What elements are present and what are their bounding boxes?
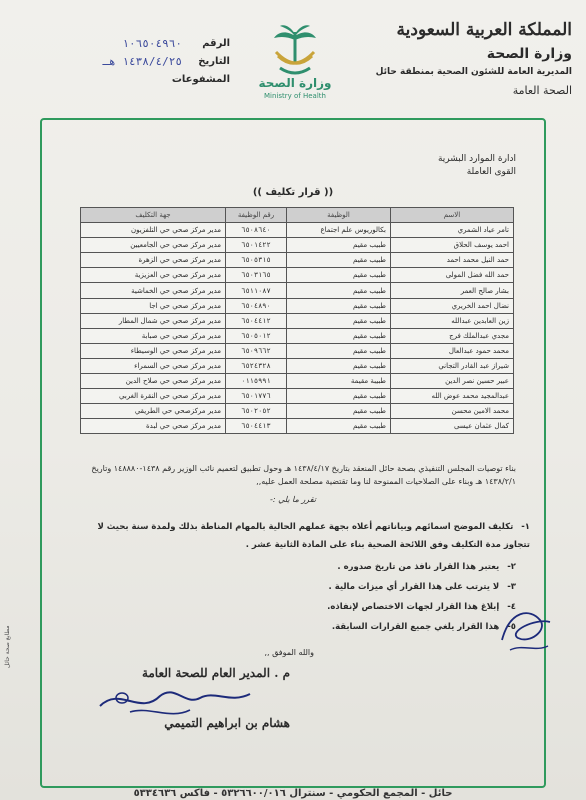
table-row xyxy=(81,404,514,419)
cell-job: طبيبة مقيمة xyxy=(287,374,391,389)
header-name: الاسم xyxy=(391,208,514,223)
table-row xyxy=(81,358,514,373)
cell-assignment: مدير مركز صحي حي الزهرة xyxy=(81,253,226,268)
table-row xyxy=(81,343,514,358)
cell-job: طبيب مقيم xyxy=(287,404,391,419)
cell-job-number: ٦٥٠٢٠٥٢ xyxy=(226,404,287,419)
cell-job-number: ٦٥٠٥٣١٥ xyxy=(226,253,287,268)
cell-assignment: مدير مركز صحي حي الوسيطاء xyxy=(81,343,226,358)
decision-item: ٥-هذا القرار يلغي جميع القرارات السابقة. xyxy=(331,622,516,632)
directorate-name: المديرية العامة للشئون الصحية بمنطقة حائل xyxy=(375,67,572,77)
cell-assignment: مدير مركز صحي حي صبابة xyxy=(81,328,226,343)
cell-name: كمال عثمان عيسى xyxy=(391,419,514,434)
department-block xyxy=(438,153,516,179)
footer-contact: حائل - المجمع الحكومي - سنترال ٥٣٢٦٦٠٠/٠١٦ - فاكس ٥٣٣٤٦٣٦ xyxy=(133,788,453,799)
cell-name: حمد الله فضل المولى xyxy=(391,268,514,283)
logo-english-text: Ministry of Health xyxy=(264,92,326,100)
cell-job: طبيب مقيم xyxy=(287,268,391,283)
assignment-table xyxy=(80,207,514,434)
table-row xyxy=(81,313,514,328)
cell-job-number: ٦٥٠٤٤١٢ xyxy=(226,313,287,328)
cell-assignment: مدير مركز صحي حي صلاح الدين xyxy=(81,374,226,389)
cell-job-number: ٦٥٠٤٨٩٠ xyxy=(226,298,287,313)
cell-job: طبيب مقيم xyxy=(287,298,391,313)
cell-job-number: ٦٥٠٩٦٦٢ xyxy=(226,343,287,358)
closing-phrase: والله الموفق ,, xyxy=(264,648,314,657)
cell-job: بكالوريوس علم اجتماع xyxy=(287,223,391,238)
cell-assignment: مدير مركز صحي حي الخماشية xyxy=(81,283,226,298)
cell-job-number: ٦٥٢٤٣٢٨ xyxy=(226,358,287,373)
cell-name: محمد الامين محسن xyxy=(391,404,514,419)
cell-assignment: مدير مركز صحي حي اجا xyxy=(81,298,226,313)
reference-block xyxy=(40,38,230,92)
cell-job-number: ٦٥٠٣١٦٥ xyxy=(226,268,287,283)
table-row xyxy=(81,238,514,253)
cell-name: بشار صالح العمر xyxy=(391,283,514,298)
cell-job-number: ٦٥٠٤٤١٣ xyxy=(226,419,287,434)
date-value: ١٤٣٨/٤/٢٥ هـ xyxy=(102,55,182,68)
cell-name: زين العابدين عبدالله xyxy=(391,313,514,328)
table-row xyxy=(81,268,514,283)
table-row xyxy=(81,298,514,313)
decision-item: ٢-يعتبر هذا القرار نافذ من تاريخ صدوره . xyxy=(337,562,516,572)
table-header-row xyxy=(81,208,514,223)
decision-item: ١-تكليف الموضح اسمائهم وبياناتهم أعلاه بجهة عملهم الحالية بالمهام المناطة بذلك ولمدة سنة بحيث لا تتجاوز مدة التكليف وفق اللائحة الصحية بناء على المادة الثانية عشر . xyxy=(97,522,530,550)
date-label: التاريخ xyxy=(198,56,230,67)
table-row xyxy=(81,328,514,343)
letterhead-right xyxy=(362,20,572,97)
header-job-number: رقم الوظيفة xyxy=(226,208,287,223)
assignment-table-wrapper xyxy=(80,207,513,434)
cell-job: طبيب مقيم xyxy=(287,343,391,358)
department-name: الصحة العامة xyxy=(512,84,572,97)
table-row xyxy=(81,223,514,238)
header-assignment: جهة التكليف xyxy=(81,208,226,223)
cell-name: عبدالمجيد محمد عوض الله xyxy=(391,389,514,404)
table-row xyxy=(81,374,514,389)
cell-job-number: ٠١١٥٩٩١ xyxy=(226,374,287,389)
table-row xyxy=(81,419,514,434)
cell-job-number: ٦٥٠٨٦٤٠ xyxy=(226,223,287,238)
cell-job-number: ٦٥١١٠٨٧ xyxy=(226,283,287,298)
cell-name: شيراز عبد القادر التجاني xyxy=(391,358,514,373)
cell-job: طبيب مقيم xyxy=(287,389,391,404)
ref-label: الرقم xyxy=(202,38,230,49)
table-row xyxy=(81,283,514,298)
cell-name: محمد حمود عبدالعال xyxy=(391,343,514,358)
hr-department: ادارة الموارد البشرية xyxy=(437,154,516,164)
decision-item: ٣-لا يترتب على هذا القرار أي ميزات مالية . xyxy=(328,582,516,592)
cell-job: طبيب مقيم xyxy=(287,313,391,328)
cell-assignment: مدير مركز صحي حي شمال المطار xyxy=(81,313,226,328)
cell-name: مجدي عبدالملك فرج xyxy=(391,328,514,343)
table-row xyxy=(81,253,514,268)
cell-name: حمد النيل محمد احمد xyxy=(391,253,514,268)
cell-assignment: مدير مركز صحي حي النقرة الغربي xyxy=(81,389,226,404)
cell-name: احمد يوسف الحلاق xyxy=(391,238,514,253)
signatory-title: م . المدير العام للصحة العامة xyxy=(141,666,290,680)
cell-assignment: مدير مركز صحي حي لبدة xyxy=(81,419,226,434)
printer-note: مطابع صحة حائل xyxy=(4,625,11,668)
decision-basis: بناء توصيات المجلس التنفيذي بصحة حائل المنعقد بتاريخ ١٤٣٨/٤/١٧ هـ وحول تطبيق لتعميم نائب الوزير رقم ١٤٣٨-١٤٨٨٨٠ وتاريخ ١٤٣٨/٢/١ هـ وبناء على الصلاحيات الممنوحة لنا وما تقتضية مصلحة العمل عليه,, xyxy=(91,464,516,486)
table-row xyxy=(81,389,514,404)
cell-job: طبيب مقيم xyxy=(287,253,391,268)
kingdom-name: المملكة العربية السعودية xyxy=(396,20,572,40)
handwritten-initials xyxy=(490,600,560,660)
attachments-label: المشفوعات xyxy=(171,74,230,85)
cell-name: نضال احمد الخريري xyxy=(391,298,514,313)
cell-job-number: ٦٥٠١٤٢٢ xyxy=(226,238,287,253)
cell-assignment: مدير مركز صحي حي السمراء xyxy=(81,358,226,373)
cell-job: طبيب مقيم xyxy=(287,358,391,373)
decision-item: ٤-إبلاغ هذا القرار لجهات الاختصاص لإنفاذه. xyxy=(327,602,516,612)
ministry-name: وزارة الصحة xyxy=(486,46,572,62)
cell-job: طبيب مقيم xyxy=(287,328,391,343)
cell-job: طبيب مقيم xyxy=(287,419,391,434)
cell-job-number: ٦٥٠٥٠١٢ xyxy=(226,328,287,343)
cell-job: طبيب مقيم xyxy=(287,238,391,253)
decides-heading: تقرر ما يلي :- xyxy=(269,495,316,504)
cell-assignment: مدير مركز صحي حي العزيزية xyxy=(81,268,226,283)
document-title: (( قرار تكليف )) xyxy=(252,187,334,198)
cell-assignment: مدير مركز صحي حي التلفزيون xyxy=(81,223,226,238)
signatory-name: هشام بن ابراهيم التميمي xyxy=(164,716,290,730)
cell-assignment: مدير مركزصحي حي الطريقي xyxy=(81,404,226,419)
logo-arabic-text: وزارة الصحة xyxy=(258,76,332,90)
cell-job: طبيب مقيم xyxy=(287,283,391,298)
cell-name: عبير حسين نصر الدين xyxy=(391,374,514,389)
ref-value: ١٠٦٥٠٤٩٦٠ xyxy=(122,37,182,50)
cell-assignment: مدير مركز صحي حي الجامعيين xyxy=(81,238,226,253)
cell-name: تامر عياد الشمري xyxy=(391,223,514,238)
cell-job-number: ٦٥٠١٧٧٦ xyxy=(226,389,287,404)
header-job: الوظيفة xyxy=(287,208,391,223)
workforce-section: القوى العاملة xyxy=(466,167,516,177)
